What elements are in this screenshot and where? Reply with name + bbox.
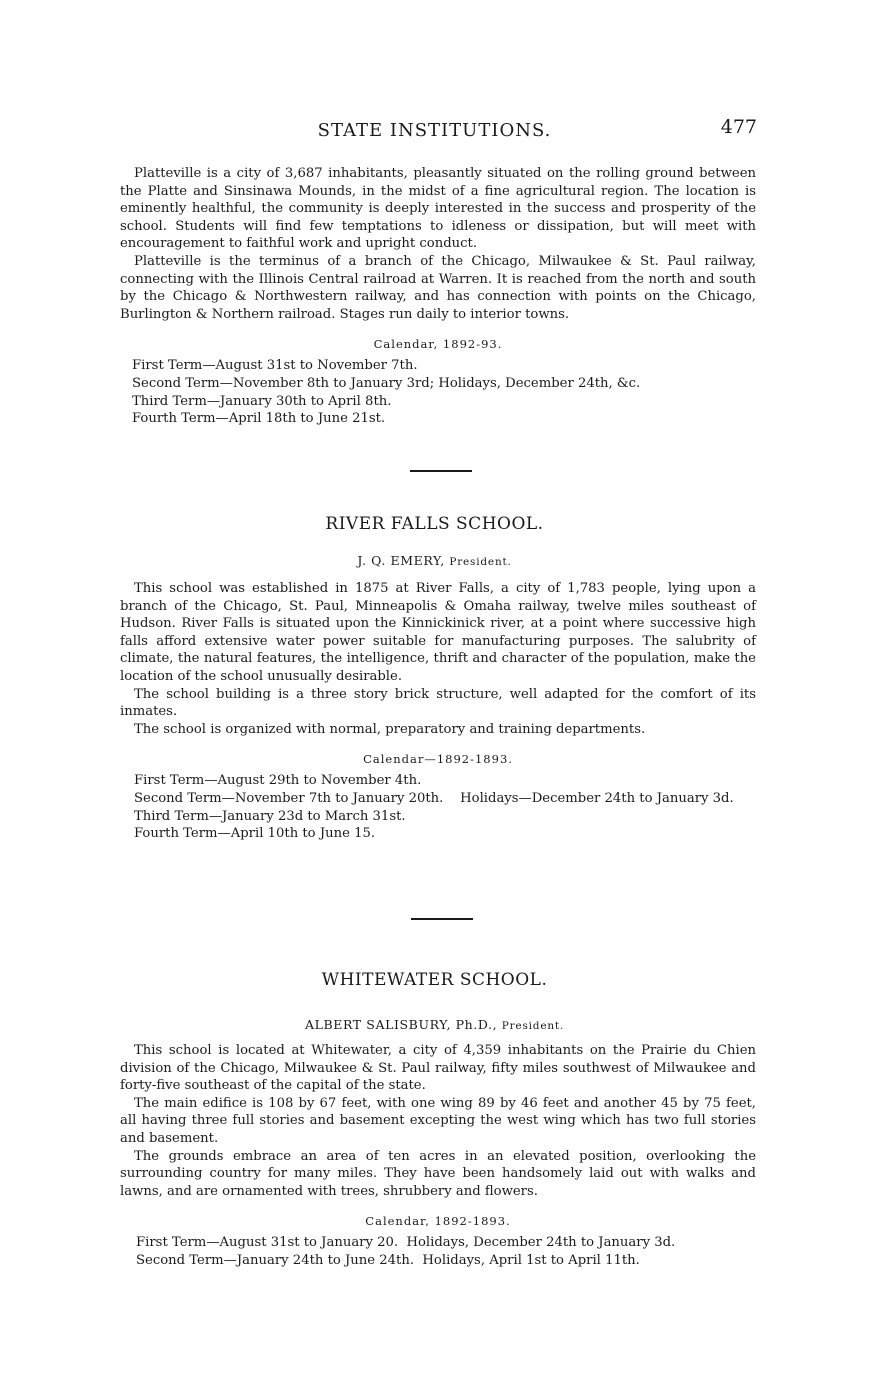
term-line: Second Term—November 8th to January 3rd; Holidays, December 24th, &c. (132, 375, 641, 391)
paragraph: Platteville is the terminus of a branch of the Chicago, Milwaukee & St. Paul railway, connecting with the Illinois Central railroad at Warren. It is reached from the north and south by the Chicago & Northwestern railway, and has connection with points on the Chicago, Burlington & Northern railroad. Stages run daily to interior towns. (120, 253, 756, 322)
president-line (0, 553, 869, 568)
paragraph: The school is organized with normal, preparatory and training departments. (134, 721, 646, 737)
section-title: RIVER FALLS SCHOOL. (325, 514, 544, 534)
calendar-heading: Calendar, 1892-1893. (365, 1214, 511, 1229)
term-line: Fourth Term—April 18th to June 21st. (132, 411, 386, 427)
term-line: First Term—August 29th to November 4th. (134, 773, 422, 789)
paragraph: This school was established in 1875 at River Falls, a city of 1,783 people, lying upon a branch of the Chicago, St. Paul, Minneapolis & Omaha railway, twelve miles southeast of Hudson. River Falls is situated upon the Kinnickinick river, at a point where successive high falls afford extensive water power suitable for manufacturing purposes. The salubrity of climate, the natural features, the intelligence, thrift and character of the population, make the location of the school unusually desirable. (120, 581, 756, 684)
term-line: First Term—August 31st to January 20. Holidays, December 24th to January 3d. (136, 1235, 676, 1251)
paragraph: The grounds embrace an area of ten acres in an elevated position, overlooking the surrounding country for many miles. They have been handsomely laid out with walks and lawns, and are ornamented with trees, shrubbery and flowers. (120, 1148, 756, 1199)
term-line: Second Term—January 24th to June 24th. Holidays, April 1st to April 11th. (136, 1252, 640, 1268)
president-name: J. Q. EMERY, (357, 553, 450, 568)
president-name: ALBERT SALISBURY, Ph.D., (304, 1017, 502, 1032)
term-line: Third Term—January 30th to April 8th. (132, 393, 392, 409)
calendar-heading: Calendar, 1892-93. (373, 337, 503, 352)
river-falls-section (120, 580, 756, 843)
term-line: Fourth Term—April 10th to June 15. (134, 826, 376, 842)
president-line (0, 1017, 869, 1032)
paragraph: The school building is a three story brick structure, well adapted for the comfort of its inmates. (120, 686, 756, 720)
president-role: President. (501, 1020, 565, 1032)
section-divider (410, 470, 472, 472)
president-role: President. (449, 556, 512, 568)
whitewater-section (120, 1042, 756, 1270)
platteville-section (120, 165, 756, 428)
page-number: 477 (720, 116, 757, 138)
paragraph: Platteville is a city of 3,687 inhabitants, pleasantly situated on the rolling ground between the Platte and Sinsinawa Mounds, in the midst of a fine agricultural region. The location is eminently healthful, the community is deeply interested in the success and prosperity of the school. Students will find few temptations to idleness or dissipation, but will meet with encouragement to faithful work and upright conduct. (120, 166, 756, 252)
paragraph: This school is located at Whitewater, a city of 4,359 inhabitants on the Prairie du Chien division of the Chicago, Milwaukee & St. Paul railway, fifty miles southwest of Milwaukee and forty-five southeast of the capital of the state. (120, 1043, 756, 1094)
term-line: Second Term—November 7th to January 20th. Holidays—December 24th to January 3d. (134, 790, 734, 806)
term-line: Third Term—January 23d to March 31st. (134, 808, 406, 824)
calendar-heading: Calendar—1892-1893. (363, 752, 513, 767)
section-divider (411, 918, 473, 920)
section-title: WHITEWATER SCHOOL. (321, 970, 548, 990)
term-line: First Term—August 31st to November 7th. (132, 358, 418, 374)
running-header: STATE INSTITUTIONS. (317, 120, 552, 141)
paragraph: The main edifice is 108 by 67 feet, with one wing 89 by 46 feet and another 45 by 75 feet, all having three full stories and basement excepting the west wing which has two full stories and basement. (120, 1095, 756, 1146)
